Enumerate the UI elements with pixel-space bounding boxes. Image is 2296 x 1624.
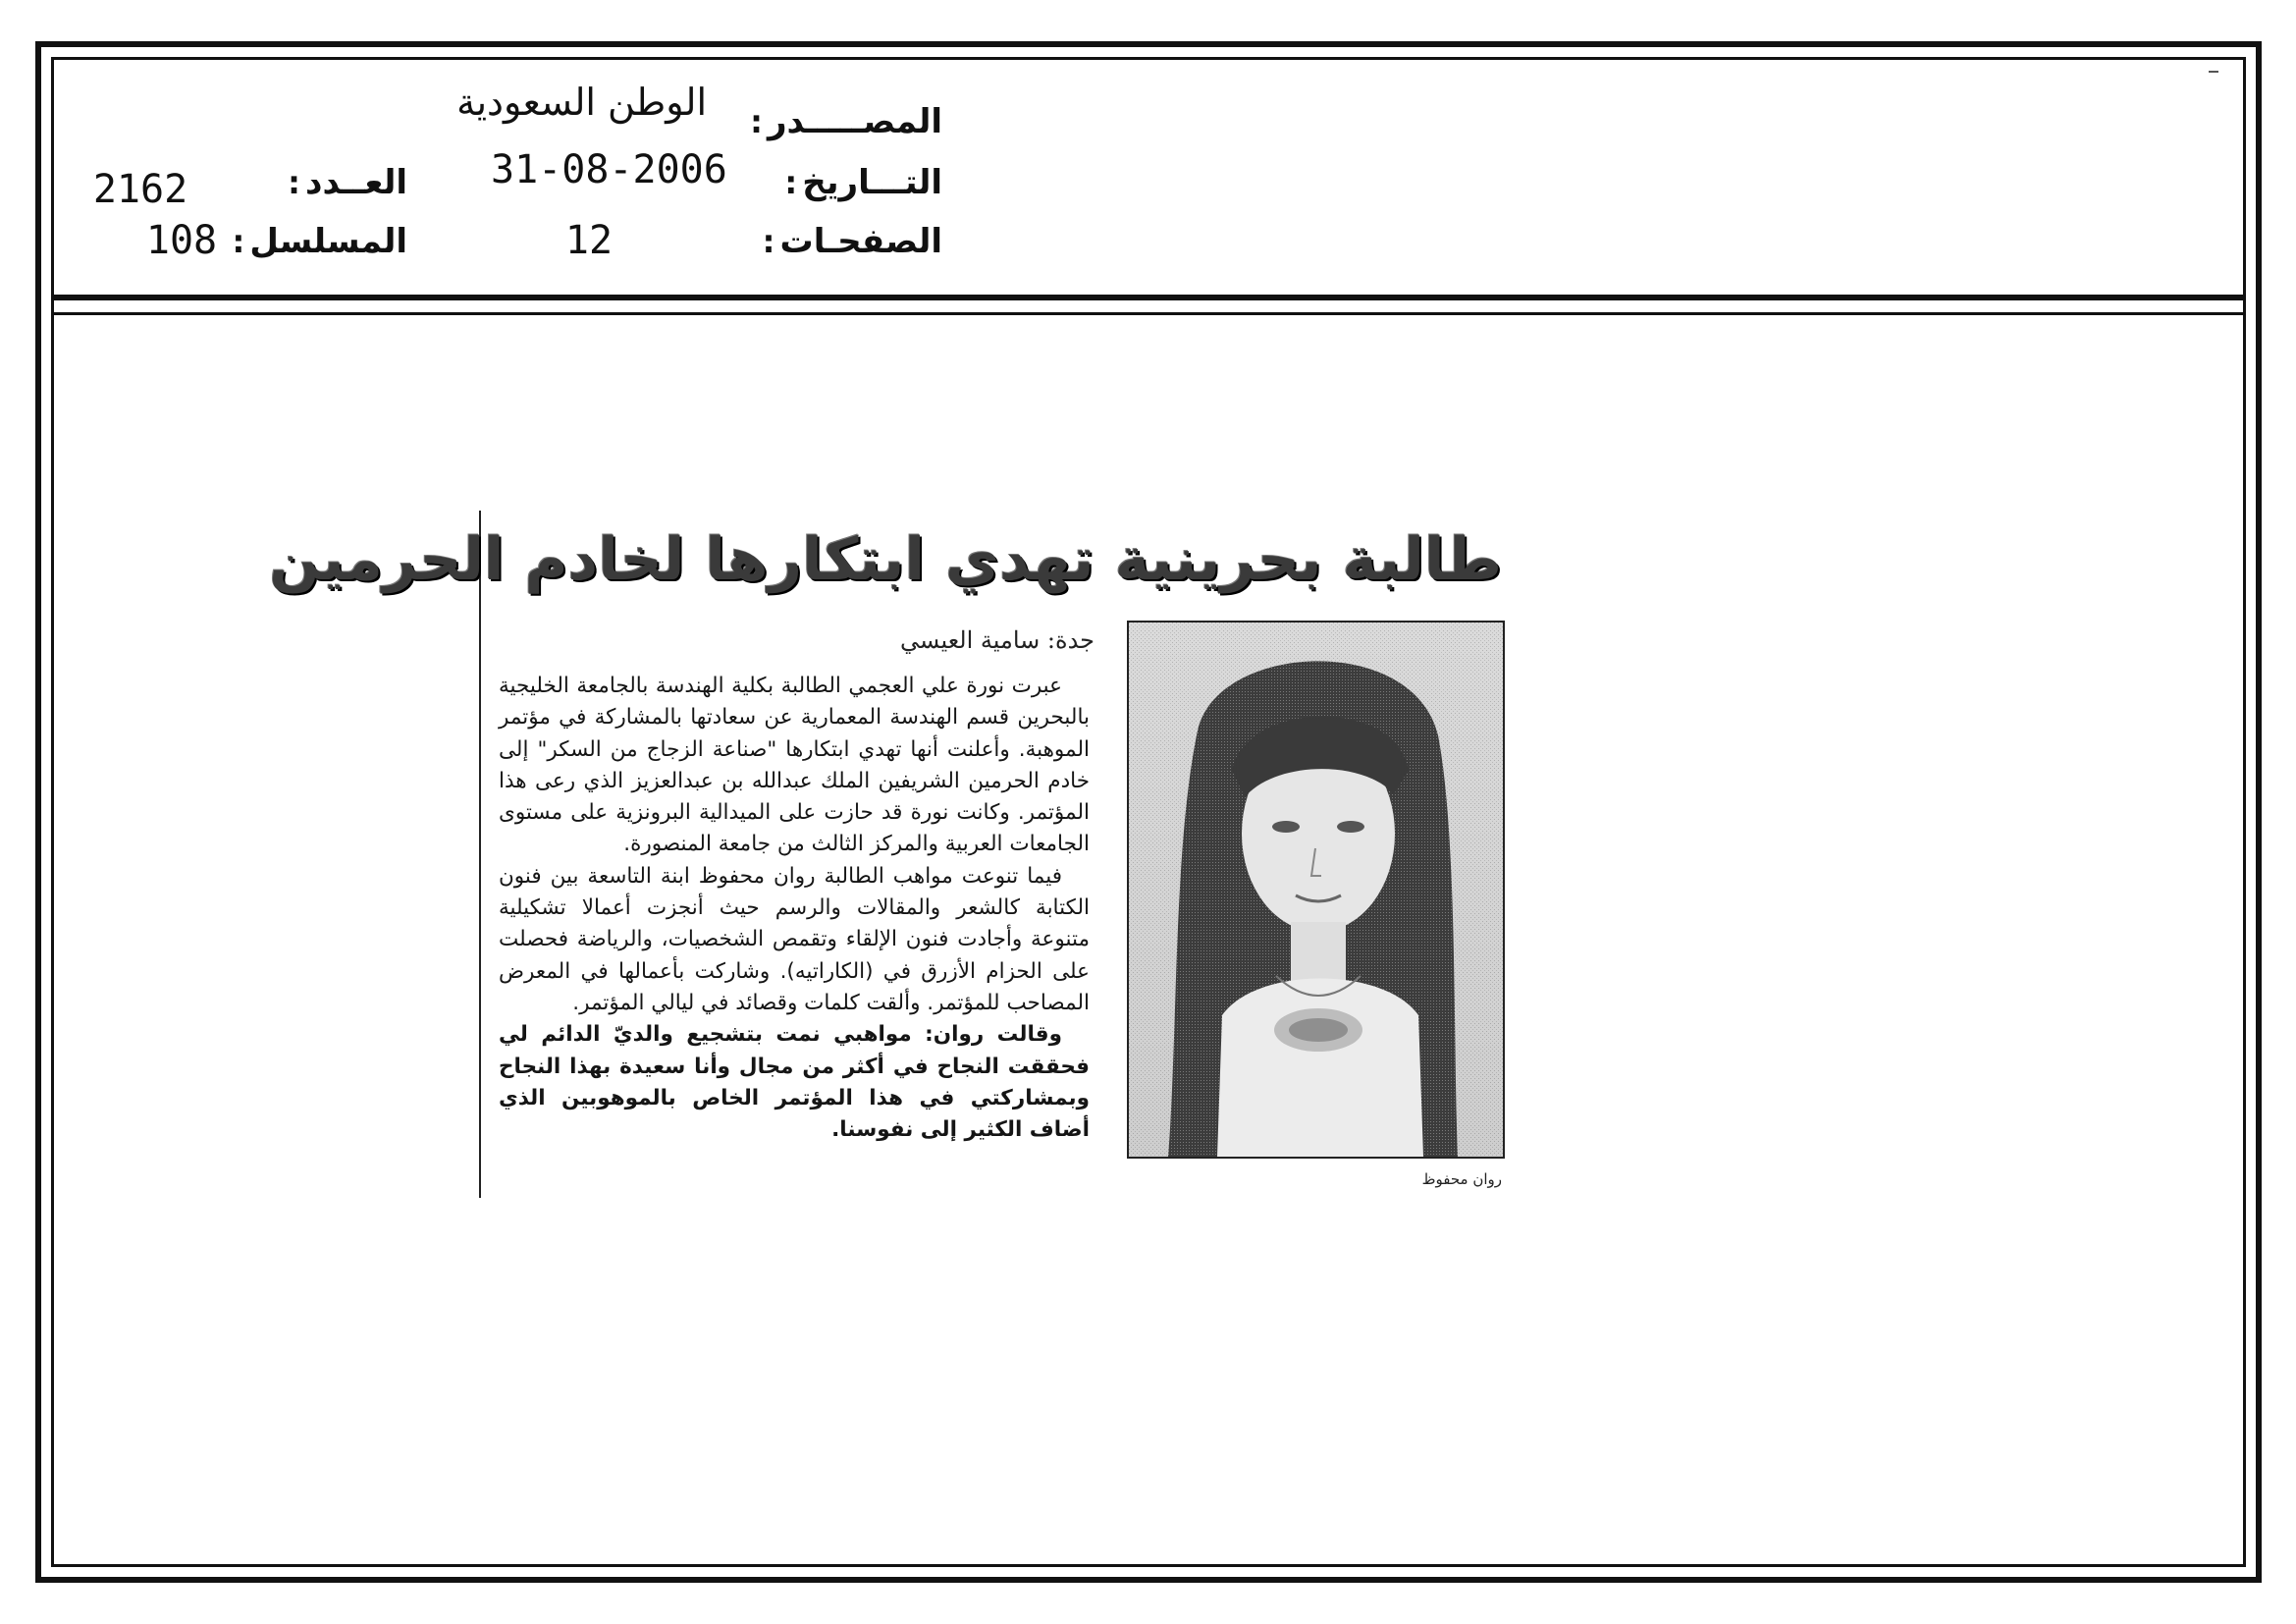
date-colon: : — [784, 164, 798, 201]
article-body — [499, 671, 1090, 1146]
source-value: الوطن السعودية — [456, 81, 707, 124]
header-divider-thin — [51, 312, 2246, 315]
issue-colon: : — [288, 164, 300, 201]
date-value: 31-08-2006 — [491, 147, 727, 192]
pages-colon: : — [762, 223, 775, 260]
serial-label: المسلسل — [249, 222, 407, 261]
source-label-group — [750, 102, 942, 141]
scan-mark — [2209, 71, 2218, 73]
article-paragraph: وقالت روان: مواهبي نمت بتشجيع والديّ الدائم لي فحققت النجاح في أكثر من مجال وأنا سعيدة بهذا النجاح وبمشاركتي في هذا المؤتمر الخاص بالموهوبين الذي أضاف الكثير إلى نفوسنا. — [499, 1022, 1090, 1143]
pages-label: الصفحـات — [779, 222, 942, 261]
issue-value: 2162 — [92, 167, 188, 212]
issue-label: العــدد — [305, 163, 407, 202]
article-paragraph: فيما تنوعت مواهب الطالبة روان محفوظ ابنة التاسعة بين فنون الكتابة كالشعر والمقالات والرسم حيث أنجزت أعمالا تشكيلية متنوعة وأجادت فنون الإلقاء وتقمص الشخصيات، والرياضة فحصلت على الحزام الأزرق في (الكاراتيه). وشاركت بأعمالها في المعرض المصاحب للمؤتمر. وألقت كلمات وقصائد في ليالي المؤتمر. — [499, 863, 1090, 1015]
header-divider — [51, 295, 2246, 300]
article-byline: جدة: سامية العيسي — [900, 626, 1095, 654]
serial-value: 108 — [145, 218, 218, 263]
serial-colon: : — [232, 223, 245, 260]
portrait-photo — [1127, 621, 1505, 1159]
source-label: المصـــــدر — [767, 102, 942, 141]
source-colon: : — [750, 103, 763, 140]
column-rule — [479, 511, 481, 1198]
serial-label-group — [232, 222, 407, 261]
article-paragraph: عبرت نورة علي العجمي الطالبة بكلية الهندسة بالجامعة الخليجية بالبحرين قسم الهندسة المعمارية عن سعادتها بالمشاركة في مؤتمر الموهبة. وأعلنت أنها تهدي ابتكارها "صناعة الزجاج من السكر" إلى خادم الحرمين الشريفين الملك عبدالله بن عبدالعزيز الذي رعى هذا المؤتمر. وكانت نورة قد حازت على الميدالية البرونزية على مستوى الجامعات العربية والمركز الثالث من جامعة المنصورة. — [499, 674, 1090, 857]
date-label-group — [766, 163, 942, 202]
pages-value: 12 — [564, 218, 614, 263]
issue-label-group — [260, 163, 407, 202]
photo-caption: روان محفوظ — [1421, 1170, 1502, 1188]
pages-label-group — [762, 222, 942, 261]
portrait-illustration — [1129, 623, 1503, 1157]
date-label: التـــاريخ — [802, 163, 942, 202]
article-headline: طالبة بحرينية تهدي ابتكارها لخادم الحرمين — [269, 525, 1502, 594]
